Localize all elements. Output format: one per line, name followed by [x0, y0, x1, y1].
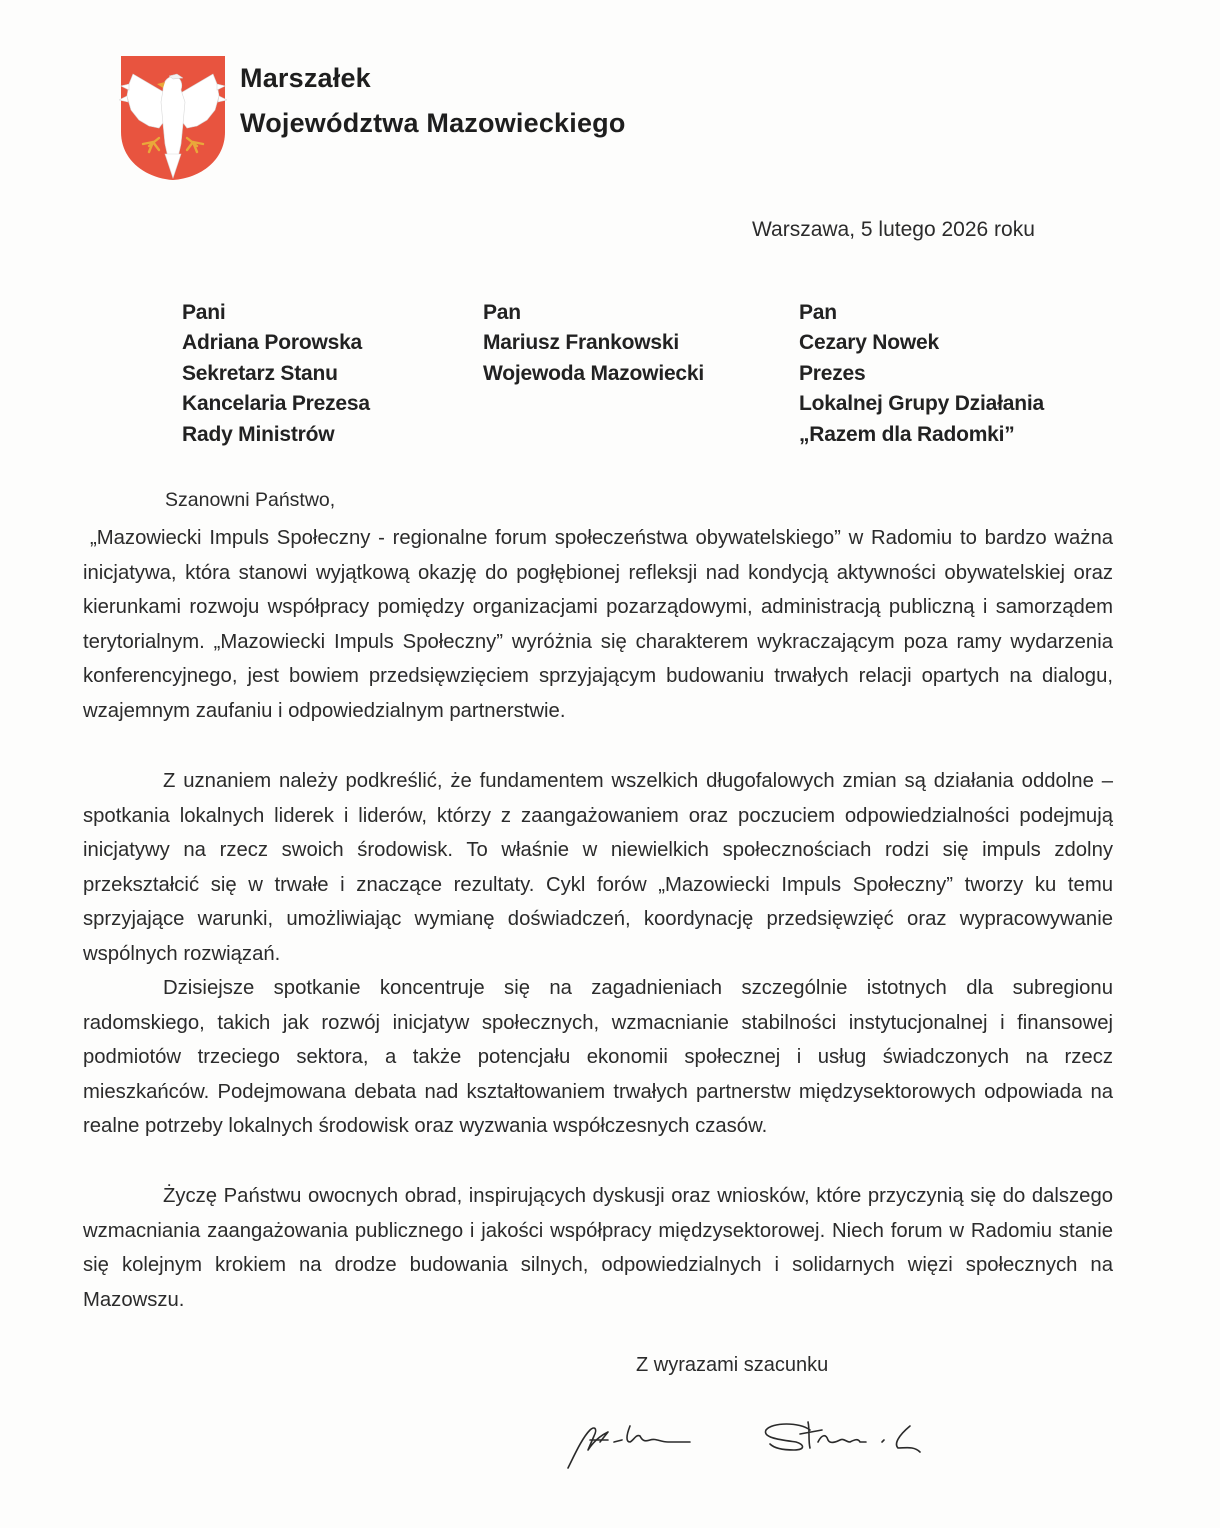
- institution-title-line1: Marszałek: [240, 63, 371, 93]
- letter-paragraph-2: [83, 764, 1113, 972]
- signature-icon: [560, 1408, 940, 1478]
- recipient-3-salutation: Pan: [799, 301, 837, 324]
- letter-salutation: Szanowni Państwo,: [165, 489, 336, 511]
- coat-of-arms-icon: [119, 54, 227, 182]
- letter-closing: Z wyrazami szacunku: [636, 1354, 829, 1376]
- recipient-block-1: [182, 298, 370, 450]
- recipient-1-office-cont: Rady Ministrów: [182, 422, 335, 446]
- recipient-1-salutation: Pani: [182, 301, 226, 324]
- recipient-1-name: Adriana Porowska: [182, 331, 363, 355]
- paragraph-text: Życzę Państwu owocnych obrad, inspirujących dyskusji oraz wniosków, które przyczynią się do dalszego wzmacniania zaangażowania publicznego i jakości współpracy międzysektorowej. Niech forum w Radomiu stanie się kolejnym krokiem na drodze budowania silnych, odpowiedzialnych i solidarnych więzi społecznych na Mazowszu.: [83, 1185, 1113, 1311]
- recipient-2-position: Wojewoda Mazowiecki: [483, 361, 705, 385]
- letter-paragraph-4: [83, 1179, 1113, 1317]
- recipient-3-name: Cezary Nowek: [799, 331, 939, 355]
- letter-paragraph-3: [83, 971, 1113, 1144]
- recipient-1-position: Sekretarz Stanu: [182, 361, 338, 385]
- institution-title: [240, 56, 626, 146]
- paragraph-text: Z uznaniem należy podkreślić, że fundamentem wszelkich długofalowych zmian są działania oddolne – spotkania lokalnych liderek i liderów, którzy z zaangażowaniem oraz poczuciem odpowiedzialności podejmują inicjatywy na rzecz swoich środowisk. To właśnie w niewielkich społecznościach rodzi się impuls zdolny przekształcić się w trwałe i znaczące rezultaty. Cykl forów „Mazowiecki Impuls Społeczny” tworzy ku temu sprzyjające warunki, umożliwiając wymianę doświadczeń, koordynację przedsięwzięć oraz wypracowywanie wspólnych rozwiązań.: [83, 770, 1113, 965]
- recipient-3-position: Prezes: [799, 361, 866, 385]
- letter-paragraph-1: [83, 521, 1113, 729]
- recipient-block-2: [483, 298, 704, 389]
- institution-title-line2: Województwa Mazowieckiego: [240, 108, 626, 138]
- place-and-date: Warszawa, 5 lutego 2026 roku: [752, 218, 1035, 241]
- recipient-3-organization-name: „Razem dla Radomki”: [799, 422, 1015, 446]
- recipient-block-3: [799, 298, 1044, 450]
- recipient-2-name: Mariusz Frankowski: [483, 331, 679, 355]
- recipient-1-office: Kancelaria Prezesa: [182, 392, 370, 416]
- recipient-3-organization: Lokalnej Grupy Działania: [799, 392, 1044, 416]
- paragraph-text: Dzisiejsze spotkanie koncentruje się na zagadnieniach szczególnie istotnych dla subregionu radomskiego, takich jak rozwój inicjatyw społecznych, wzmacnianie stabilności instytucjonalnej i finansowej podmiotów trzeciego sektora, a także potencjału ekonomii społecznej i usług świadczonych na rzecz mieszkańców. Podejmowana debata nad kształtowaniem trwałych partnerstw międzysektorowych odpowiada na realne potrzeby lokalnych środowisk oraz wyzwania współczesnych czasów.: [83, 977, 1113, 1138]
- recipient-2-salutation: Pan: [483, 301, 521, 324]
- paragraph-text: „Mazowiecki Impuls Społeczny - regionalne forum społeczeństwa obywatelskiego” w Radomiu to bardzo ważna inicjatywa, która stanowi wyjątkową okazję do pogłębionej refleksji nad kondycją aktywności obywatelskiej oraz kierunkami rozwoju współpracy pomiędzy organizacjami pozarządowymi, administracją publiczną i samorządem terytorialnym. „Mazowiecki Impuls Społeczny” wyróżnia się charakterem wykraczającym poza ramy wydarzenia konferencyjnego, jest bowiem przedsięwzięciem sprzyjającym budowaniu trwałych relacji opartych na dialogu, wzajemnym zaufaniu i odpowiedzialnym partnerstwie.: [83, 527, 1113, 722]
